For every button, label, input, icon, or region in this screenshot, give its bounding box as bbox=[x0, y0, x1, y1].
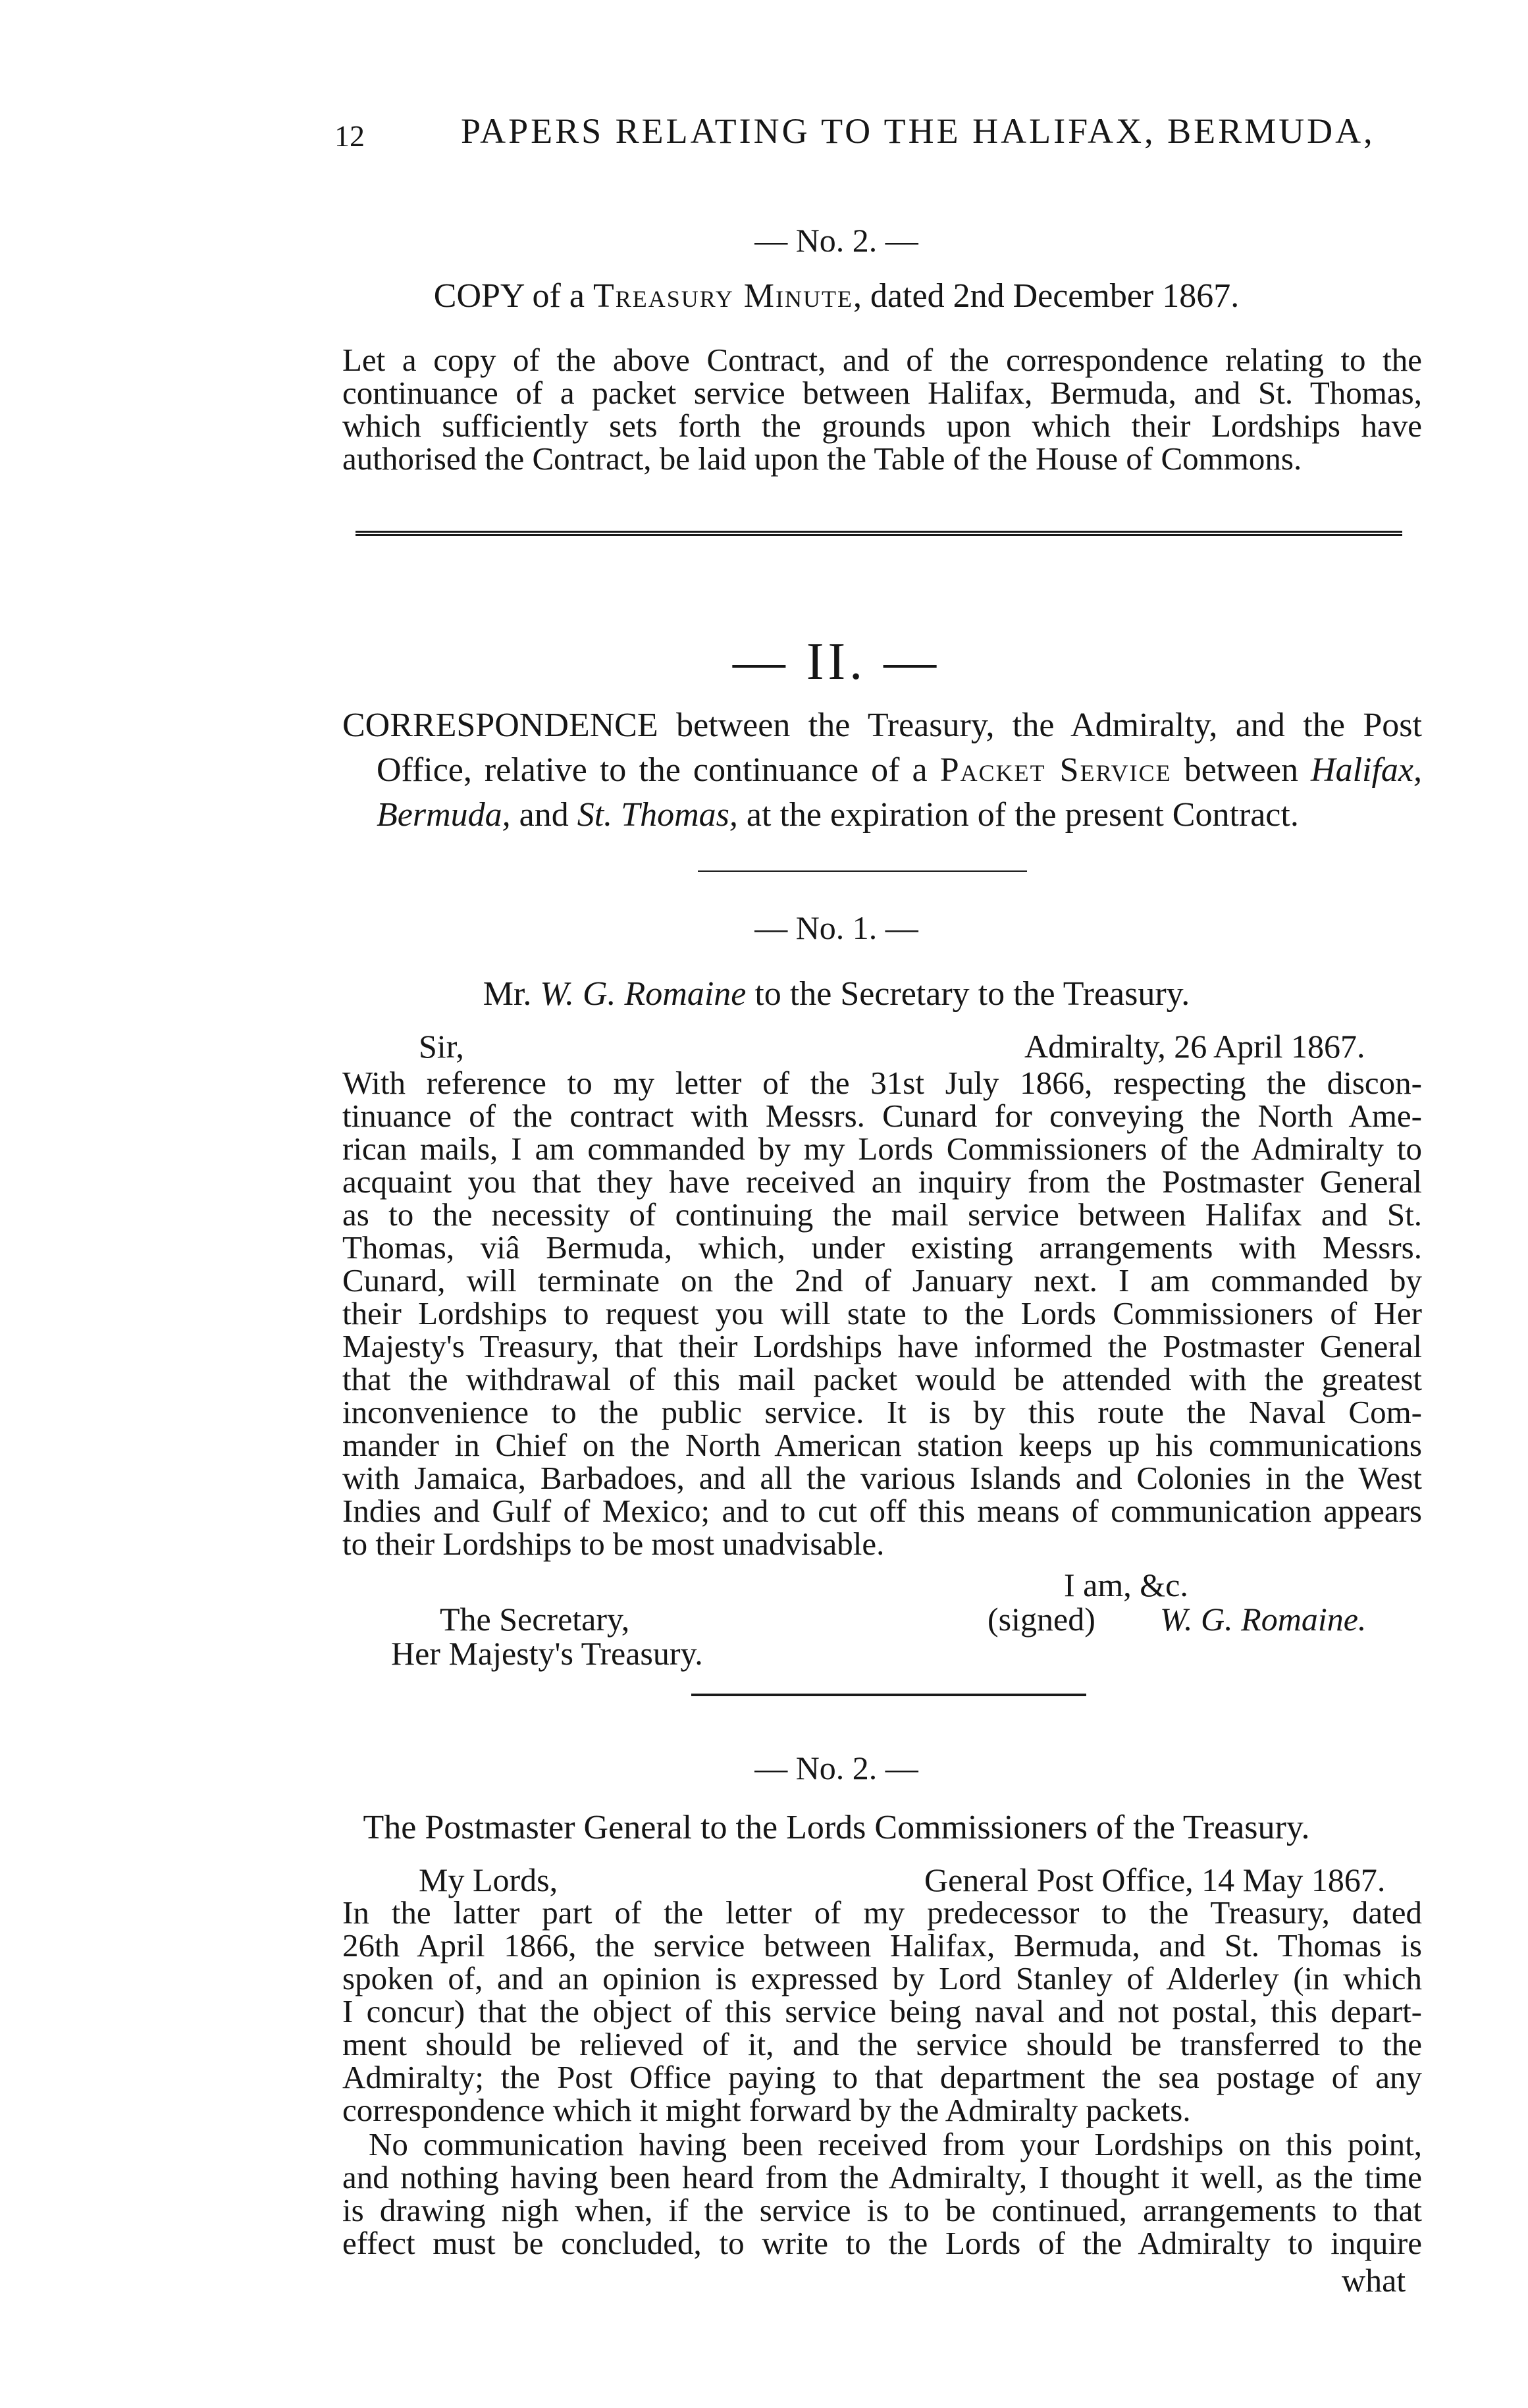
minute-paragraph bbox=[342, 344, 1422, 475]
section-heading-smallcaps: Packet Service bbox=[939, 751, 1172, 789]
letter1-line: With reference to my letter of the 31st July 1866, respecting the discon- bbox=[342, 1065, 1422, 1101]
section-heading-text: Office, relative to the continuance of a bbox=[377, 751, 940, 789]
letter2-place-date: General Post Office, 14 May 1867. bbox=[924, 1861, 1386, 1898]
running-title: PAPERS RELATING TO THE HALIFAX, BERMUDA, bbox=[461, 111, 1375, 151]
letter2-line: ment should be relieved of it, and the service should be transferred to the bbox=[342, 2026, 1422, 2062]
section-heading-text: and bbox=[510, 796, 577, 834]
letter1-heading bbox=[72, 975, 1528, 1013]
letter1-salutation: Sir, bbox=[419, 1028, 464, 1065]
letter1-addressee-2: Her Majesty's Treasury. bbox=[391, 1635, 703, 1672]
letter1-line: rican mails, I am commanded by my Lords Commissioners of the Admiralty to bbox=[342, 1131, 1422, 1167]
letter1-line: tinuance of the contract with Messrs. Cunard for conveying the North Ame- bbox=[342, 1098, 1422, 1134]
minute-line: which sufficiently sets forth the grounds upon which their Lordships have bbox=[342, 408, 1422, 444]
minute-title-pre: COPY of a bbox=[433, 277, 593, 315]
letter2-line: I concur) that the object of this service being naval and not postal, this depart- bbox=[342, 1993, 1422, 2029]
letter1-line: Cunard, will terminate on the 2nd of January next. I am commanded by bbox=[342, 1262, 1422, 1298]
minute-title bbox=[72, 277, 1528, 315]
letter2-line: spoken of, and an opinion is expressed by Lord Stanley of Alderley (in which bbox=[342, 1960, 1422, 1996]
letter1-number: — No. 1. — bbox=[754, 909, 918, 946]
letter2-line: is drawing nigh when, if the service is to be continued, arrangements to that bbox=[342, 2192, 1422, 2228]
letter2-salutation: My Lords, bbox=[419, 1861, 558, 1898]
letter1-line: acquaint you that they have received an inquiry from the Postmaster General bbox=[342, 1164, 1422, 1200]
letter1-line: mander in Chief on the North American station keeps up his communications bbox=[342, 1427, 1422, 1463]
letter1-place-date: Admiralty, 26 April 1867. bbox=[1024, 1028, 1365, 1065]
letter1-addressee-1: The Secretary, bbox=[440, 1601, 630, 1638]
letter1-line: inconvenience to the public service. It is by this route the Naval Com- bbox=[342, 1394, 1422, 1430]
section-heading-italic: Halifax, bbox=[1311, 751, 1422, 789]
minute-line: continuance of a packet service between Halifax, Bermuda, and St. Thomas, bbox=[342, 375, 1422, 411]
section-divider bbox=[356, 531, 1402, 536]
catchword: what bbox=[1342, 2262, 1406, 2299]
letter2-body-para1 bbox=[342, 1896, 1422, 2127]
short-divider bbox=[691, 1694, 1086, 1696]
section-numeral: — II. — bbox=[732, 633, 941, 691]
page-number: 12 bbox=[334, 119, 365, 153]
letter1-line: Indies and Gulf of Mexico; and to cut off this means of communication appears bbox=[342, 1493, 1422, 1529]
letter2-line: Admiralty; the Post Office paying to that department the sea postage of any bbox=[342, 2059, 1422, 2095]
letter1-closing: I am, &c. bbox=[1064, 1566, 1188, 1603]
letter1-line: Majesty's Treasury, that their Lordships have informed the Postmaster General bbox=[342, 1328, 1422, 1364]
letter2-line: effect must be concluded, to write to the Lords of the Admiralty to inquire bbox=[342, 2225, 1422, 2261]
section-heading-italic: Bermuda, bbox=[377, 796, 511, 834]
minute-number: — No. 2. — bbox=[754, 222, 918, 259]
letter2-line: and nothing having been heard from the Admiralty, I thought it well, as the time bbox=[342, 2159, 1422, 2195]
letter2-line: In the latter part of the letter of my predecessor to the Treasury, dated bbox=[342, 1894, 1422, 1931]
letter1-signed: (signed) bbox=[988, 1601, 1095, 1638]
letter2-body-para2-cont bbox=[342, 2161, 1422, 2260]
section-heading-line1: CORRESPONDENCE between the Treasury, the Admiralty, and the Post bbox=[342, 707, 1422, 744]
letter2-heading: The Postmaster General to the Lords Commissioners of the Treasury. bbox=[363, 1809, 1310, 1846]
section-heading-line2 bbox=[377, 751, 1422, 789]
letter1-line: as to the necessity of continuing the mail service between Halifax and St. bbox=[342, 1196, 1422, 1233]
minute-title-post: , dated 2nd December 1867. bbox=[853, 277, 1240, 315]
letter1-line: Thomas, viâ Bermuda, which, under existing arrangements with Messrs. bbox=[342, 1229, 1422, 1266]
letter1-line: that the withdrawal of this mail packet would be attended with the greatest bbox=[342, 1361, 1422, 1397]
letter1-body bbox=[342, 1067, 1422, 1561]
letter1-heading-text: to the Secretary to the Treasury. bbox=[746, 975, 1190, 1013]
letter1-line: to their Lordships to be most unadvisable. bbox=[342, 1526, 885, 1562]
short-divider bbox=[698, 870, 1027, 872]
letter2-line: 26th April 1866, the service between Halifax, Bermuda, and St. Thomas is bbox=[342, 1927, 1422, 1964]
letter2-line: correspondence which it might forward by the Admiralty packets. bbox=[342, 2092, 1191, 2128]
section-heading-line3 bbox=[377, 795, 1299, 834]
letter1-line: with Jamaica, Barbadoes, and all the various Islands and Colonies in the West bbox=[342, 1460, 1422, 1496]
minute-line: authorised the Contract, be laid upon the Table of the House of Commons. bbox=[342, 441, 1302, 477]
letter1-signature: W. G. Romaine. bbox=[1160, 1601, 1367, 1638]
letter1-heading-italic: W. G. Romaine bbox=[540, 975, 747, 1013]
minute-line: Let a copy of the above Contract, and of the correspondence relating to the bbox=[342, 342, 1422, 378]
section-heading-italic: St. Thomas, bbox=[577, 796, 738, 834]
letter2-body-para2 bbox=[369, 2128, 1422, 2161]
letter1-line: their Lordships to request you will state to the Lords Commissioners of Her bbox=[342, 1295, 1422, 1331]
letter2-number: — No. 2. — bbox=[754, 1750, 918, 1786]
section-heading-text: between bbox=[1171, 751, 1311, 789]
letter2-line: No communication having been received from your Lordships on this point, bbox=[369, 2126, 1422, 2162]
letter1-heading-text: Mr. bbox=[483, 975, 540, 1013]
minute-title-smallcaps: Treasury Minute bbox=[593, 277, 853, 315]
section-heading-text: at the expiration of the present Contract. bbox=[737, 796, 1299, 834]
